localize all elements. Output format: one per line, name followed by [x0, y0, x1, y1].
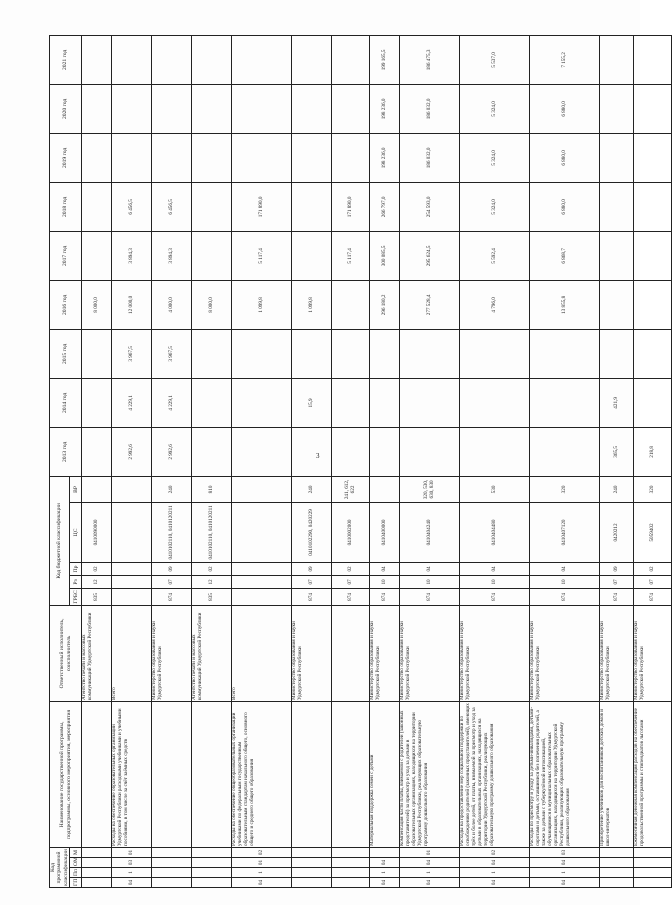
cell-year-value — [634, 84, 672, 133]
table-row — [152, 35, 192, 887]
cell-gp: 04 — [400, 878, 460, 888]
cell-year-value: 295 624,5 — [400, 231, 460, 280]
table-row — [112, 35, 152, 887]
cell-gp — [192, 878, 232, 888]
cell-gp — [82, 878, 112, 888]
cell-pr — [112, 562, 152, 575]
cell-year-value — [232, 84, 292, 133]
cell-rz: 07 — [292, 575, 332, 588]
cell-year-value — [400, 329, 460, 378]
cell-year-value: 198 236,0 — [370, 133, 400, 182]
table-row — [370, 35, 400, 887]
cell-pp — [292, 868, 332, 878]
cell-grbs — [112, 588, 152, 605]
cell-pr: 04 — [400, 562, 460, 575]
cell-pp: 1 — [460, 868, 530, 878]
cell-year-value — [82, 182, 112, 231]
cell-year-value: 296 180,2 — [370, 280, 400, 329]
cell-grbs: 874 — [634, 588, 672, 605]
cell-year-value: 365,5 — [600, 427, 634, 476]
cell-year-value — [82, 231, 112, 280]
cell-year-value — [634, 133, 672, 182]
cell-om: 04 — [530, 858, 600, 868]
cell-executor: Всего — [112, 605, 152, 701]
cell-vr: 810 — [192, 476, 232, 502]
cell-om — [192, 858, 232, 868]
cell-cs: 0410400000 — [370, 502, 400, 562]
cell-vr — [370, 476, 400, 502]
cell-pp — [82, 868, 112, 878]
cell-name: Расходы по присмотру и уходу за детьми-инвалидами, детьми-сиротами и детьми, оставшимися без попечения родителей, а также за детьми с туберкулёзной интоксикацией, обучающимися в муниципальных образовательных организациях, находящихся на территории Удмуртской Республики, реализующих образовательную программу дошкольного образования — [530, 701, 600, 847]
cell-pp — [152, 868, 192, 878]
header-year: 2017 год — [50, 231, 82, 280]
cell-year-value — [400, 427, 460, 476]
cell-gp — [634, 878, 672, 888]
cell-year-value — [112, 35, 152, 84]
cell-pr: 02 — [82, 562, 112, 575]
cell-year-value — [332, 427, 370, 476]
cell-year-value: 6 868,7 — [530, 231, 600, 280]
cell-grbs: 874 — [370, 588, 400, 605]
cell-year-value — [600, 231, 634, 280]
header-year: 2013 год — [50, 427, 82, 476]
cell-year-value — [460, 427, 530, 476]
cell-year-value — [400, 378, 460, 427]
cell-year-value: 4 229,1 — [152, 378, 192, 427]
cell-rz: 10 — [370, 575, 400, 588]
cell-pr: 09 — [152, 562, 192, 575]
cell-year-value: 266 797,0 — [370, 182, 400, 231]
cell-om — [152, 858, 192, 868]
cell-year-value: 5 537,0 — [460, 35, 530, 84]
cell-executor: Министерство образования и науки Удмуртской Республики — [292, 605, 332, 701]
cell-executor — [332, 605, 370, 701]
header-executor: Ответственный исполнитель, соисполнитель — [50, 605, 82, 701]
cell-year-value — [292, 427, 332, 476]
cell-year-value — [232, 329, 292, 378]
cell-year-value: 171 890,0 — [332, 182, 370, 231]
cell-year-value — [82, 133, 112, 182]
cell-rz: 07 — [600, 575, 634, 588]
cell-year-value — [232, 378, 292, 427]
cell-pr: 02 — [634, 562, 672, 575]
cell-rz: 07 — [332, 575, 370, 588]
cell-year-value — [112, 84, 152, 133]
cell-cs: 0410002000 — [332, 502, 370, 562]
cell-name — [82, 701, 112, 847]
cell-vr: 240 — [600, 476, 634, 502]
cell-year-value — [332, 280, 370, 329]
cell-year-value — [192, 329, 232, 378]
cell-rz: 07 — [152, 575, 192, 588]
cell-rz: 12 — [82, 575, 112, 588]
cell-year-value: 277 528,4 — [400, 280, 460, 329]
cell-executor: Министерство образования и науки Удмуртской Республики — [152, 605, 192, 701]
cell-rz: 10 — [400, 575, 460, 588]
cell-year-value: 6 456,5 — [112, 182, 152, 231]
cell-grbs: 874 — [292, 588, 332, 605]
cell-year-value: 1 099,8 — [292, 280, 332, 329]
cell-year-value — [292, 329, 332, 378]
cell-year-value — [152, 133, 192, 182]
cell-year-value — [370, 378, 400, 427]
cell-vr: 240 — [292, 476, 332, 502]
cell-year-value — [152, 84, 192, 133]
cell-year-value — [112, 133, 152, 182]
cell-gp: 04 — [530, 878, 600, 888]
cell-om: 03 — [112, 858, 152, 868]
table-row — [232, 35, 292, 887]
cell-gp — [152, 878, 192, 888]
cell-pp — [332, 868, 370, 878]
cell-year-value — [332, 378, 370, 427]
cell-executor: Министерство образования и науки Удмуртской Республики — [530, 605, 600, 701]
cell-cs: 0410407120 — [530, 502, 600, 562]
cell-name — [192, 701, 232, 847]
cell-om: 01 — [232, 858, 292, 868]
header-grbs: ГРБС — [70, 588, 82, 605]
cell-year-value: 5 324,0 — [460, 84, 530, 133]
cell-m — [192, 847, 232, 857]
cell-pp: 1 — [370, 868, 400, 878]
table-row — [292, 35, 332, 887]
cell-year-value: 3 967,5 — [152, 329, 192, 378]
cell-m — [152, 847, 192, 857]
cell-year-value — [192, 35, 232, 84]
cell-year-value: 6 880,0 — [530, 84, 600, 133]
cell-m: 03 — [530, 847, 600, 857]
cell-year-value — [530, 329, 600, 378]
cell-year-value — [530, 427, 600, 476]
cell-name: Материальная поддержка семей с детьми — [370, 701, 400, 847]
cell-pr: 04 — [530, 562, 600, 575]
cell-grbs: 835 — [82, 588, 112, 605]
cell-executor: Министерство образования и науки Удмуртской Республики — [370, 605, 400, 701]
cell-year-value — [292, 133, 332, 182]
cell-executor: Агентство печати и массовых коммуникаций Удмуртской Республики — [192, 605, 232, 701]
cell-grbs: 874 — [152, 588, 192, 605]
cell-gp: 04 — [232, 878, 292, 888]
cell-rz: 10 — [530, 575, 600, 588]
cell-grbs: 874 — [400, 588, 460, 605]
cell-year-value: 8 000,0 — [192, 280, 232, 329]
cell-executor: Всего — [232, 605, 292, 701]
cell-year-value: 6 880,0 — [530, 133, 600, 182]
cell-pr: 02 — [192, 562, 232, 575]
cell-year-value: 5 117,4 — [232, 231, 292, 280]
cell-cs: 0410102110, 0410120211 — [152, 502, 192, 562]
cell-year-value — [192, 182, 232, 231]
cell-year-value — [82, 329, 112, 378]
table-row — [634, 35, 672, 887]
cell-year-value: 3 894,3 — [112, 231, 152, 280]
cell-year-value: 4 229,1 — [112, 378, 152, 427]
header-year: 2015 год — [50, 329, 82, 378]
cell-year-value: 3 967,5 — [112, 329, 152, 378]
cell-year-value — [600, 133, 634, 182]
cell-year-value — [82, 84, 112, 133]
cell-m — [82, 847, 112, 857]
cell-year-value — [332, 84, 370, 133]
cell-year-value — [192, 427, 232, 476]
cell-year-value: 2 992,6 — [112, 427, 152, 476]
cell-year-value: 1 099,8 — [232, 280, 292, 329]
cell-pp — [634, 868, 672, 878]
cell-grbs: 874 — [460, 588, 530, 605]
header-year: 2018 год — [50, 182, 82, 231]
cell-pr: 02 — [332, 562, 370, 575]
header-year: 2016 год — [50, 280, 82, 329]
cell-pr: 04 — [370, 562, 400, 575]
cell-year-value: 8 000,0 — [82, 280, 112, 329]
table-row — [192, 35, 232, 887]
cell-cs: 0410102110, 0410120211 — [192, 502, 232, 562]
cell-year-value — [192, 133, 232, 182]
cell-m: 01 — [112, 847, 152, 857]
cell-grbs — [232, 588, 292, 605]
cell-year-value — [634, 280, 672, 329]
table-row — [332, 35, 370, 887]
cell-cs: 0410090000 — [82, 502, 112, 562]
cell-year-value — [232, 35, 292, 84]
cell-year-value — [192, 231, 232, 280]
header-cs: ЦС — [70, 502, 82, 562]
cell-pp: 1 — [530, 868, 600, 878]
cell-m — [332, 847, 370, 857]
cell-year-value — [460, 329, 530, 378]
header-program-code: Код программной классификации — [50, 849, 69, 886]
cell-gp: 04 — [112, 878, 152, 888]
cell-year-value: 198 236,0 — [370, 84, 400, 133]
cell-year-value: 6 880,0 — [530, 182, 600, 231]
cell-cs: 0420212 — [600, 502, 634, 562]
cell-rz — [112, 575, 152, 588]
header-name: Наименование государственной программы, подпрограммы, основного мероприятия, мероприятия — [50, 701, 82, 847]
cell-m — [292, 847, 332, 857]
cell-year-value — [82, 427, 112, 476]
cell-year-value — [232, 133, 292, 182]
header-year: 2014 год — [50, 378, 82, 427]
cell-pr: 09 — [600, 562, 634, 575]
cell-year-value — [460, 378, 530, 427]
header-rz: Рз — [70, 575, 82, 588]
cell-year-value — [600, 84, 634, 133]
cell-om — [292, 858, 332, 868]
cell-year-value — [332, 329, 370, 378]
header-year: 2019 год — [50, 133, 82, 182]
cell-name: Расходы на предоставление мер социальной поддержки по освобождению родителей (законных представителей), имеющих трёх и более детей, от платы, взимаемой за присмотр и уход за детьми в образовательных организациях, находящихся на территории Удмуртской Республики, реализующих образовательную программу дошкольного образования — [460, 701, 530, 847]
cell-vr: 241, 612, 622 — [332, 476, 370, 502]
cell-name: Приобретение учебников для воспитанников детских домов и школ-интернатов — [600, 701, 634, 847]
cell-pr: 09 — [292, 562, 332, 575]
cell-year-value: 13 855,8 — [530, 280, 600, 329]
cell-vr: 320 — [634, 476, 672, 502]
cell-cs — [232, 502, 292, 562]
cell-year-value — [600, 329, 634, 378]
cell-cs: 0410404240 — [400, 502, 460, 562]
cell-year-value — [292, 84, 332, 133]
cell-year-value — [634, 35, 672, 84]
cell-om: 04 — [370, 858, 400, 868]
cell-pp: 1 — [232, 868, 292, 878]
cell-cs: 0410404480 — [460, 502, 530, 562]
cell-year-value — [332, 35, 370, 84]
cell-m: 02 — [460, 847, 530, 857]
cell-year-value: 171 890,0 — [232, 182, 292, 231]
table-row — [82, 35, 112, 887]
cell-m: 01 — [400, 847, 460, 857]
cell-year-value: 7 155,2 — [530, 35, 600, 84]
header-gp: ГП — [70, 878, 82, 888]
cell-om: 04 — [460, 858, 530, 868]
header-year: 2020 год — [50, 84, 82, 133]
cell-gp: 04 — [370, 878, 400, 888]
table-row — [530, 35, 600, 887]
cell-year-value — [634, 329, 672, 378]
cell-year-value — [292, 231, 332, 280]
cell-executor: Министерство образования и науки Удмуртской Республики — [600, 605, 634, 701]
cell-year-value: 4 000,0 — [152, 280, 192, 329]
table-row — [460, 35, 530, 887]
cell-executor: Агентство печати и массовых коммуникаций Удмуртской Республики — [82, 605, 112, 701]
cell-year-value: 12 000,0 — [112, 280, 152, 329]
cell-year-value — [82, 35, 112, 84]
cell-vr — [82, 476, 112, 502]
cell-name — [152, 701, 192, 847]
cell-year-value — [370, 329, 400, 378]
header-budget-code: Код бюджетной классификации — [50, 476, 70, 605]
cell-year-value — [600, 280, 634, 329]
cell-year-value — [232, 427, 292, 476]
table-row — [600, 35, 634, 887]
cell-gp — [332, 878, 370, 888]
page-number: 3 — [316, 452, 320, 460]
cell-pr: 04 — [460, 562, 530, 575]
header-vr: ВР — [70, 476, 82, 502]
cell-vr: 530 — [460, 476, 530, 502]
cell-cs: 0410102290, 0420229 — [292, 502, 332, 562]
cell-year-value: 2 992,6 — [152, 427, 192, 476]
cell-year-value: 6 456,5 — [152, 182, 192, 231]
cell-vr — [112, 476, 152, 502]
cell-vr — [232, 476, 292, 502]
cell-year-value: 15,9 — [292, 378, 332, 427]
table-body — [82, 35, 672, 887]
cell-year-value — [292, 35, 332, 84]
cell-m — [600, 847, 634, 857]
header-pr: Пр — [70, 562, 82, 575]
cell-name: Компенсация части платы, взимаемой с родителей (законных представителей) за присмотр и уход за детьми в образовательных организациях, находящихся на территории Удмуртской Республики, реализующих образовательную программу дошкольного образования — [400, 701, 460, 847]
cell-vr: 240 — [152, 476, 192, 502]
cell-rz: 12 — [192, 575, 232, 588]
cell-om — [634, 858, 672, 868]
cell-gp — [600, 878, 634, 888]
cell-pp: 1 — [112, 868, 152, 878]
cell-year-value: 199 165,5 — [370, 35, 400, 84]
cell-vr: 320 — [530, 476, 600, 502]
cell-year-value — [82, 378, 112, 427]
header-m: М — [70, 847, 82, 857]
header-pp: Пп — [70, 868, 82, 878]
cell-pp — [192, 868, 232, 878]
cell-name: Расходы на обеспечение образовательных организаций Удмуртской Республики расходными учебниками и учебными пособиями, в том числе за счёт заёмных средств — [112, 701, 152, 847]
cell-name — [292, 701, 332, 847]
cell-pp: 1 — [400, 868, 460, 878]
table-row — [400, 35, 460, 887]
rotated-table-wrapper — [49, 36, 655, 888]
cell-year-value — [634, 231, 672, 280]
cell-grbs: 874 — [600, 588, 634, 605]
cell-rz: 10 — [460, 575, 530, 588]
budget-table — [49, 35, 672, 888]
cell-executor: Министерство образования и науки Удмуртской Республики — [460, 605, 530, 701]
cell-om: 04 — [400, 858, 460, 868]
cell-year-value — [530, 378, 600, 427]
cell-name — [332, 701, 370, 847]
cell-m — [370, 847, 400, 857]
cell-year-value — [634, 378, 672, 427]
cell-year-value — [152, 35, 192, 84]
cell-cs — [112, 502, 152, 562]
cell-cs: 5059402 — [634, 502, 672, 562]
cell-pp — [600, 868, 634, 878]
cell-year-value — [370, 427, 400, 476]
cell-year-value: 300 085,5 — [370, 231, 400, 280]
cell-year-value: 186 032,0 — [400, 133, 460, 182]
cell-grbs: 835 — [192, 588, 232, 605]
cell-year-value — [292, 182, 332, 231]
cell-year-value: 5 592,4 — [460, 231, 530, 280]
cell-om — [332, 858, 370, 868]
header-om: ОМ — [70, 858, 82, 868]
cell-executor: Министерство образования и науки Удмуртской Республики — [400, 605, 460, 701]
cell-name: Расходы на обеспечение общеобразовательных организаций учебниками по федеральным государственным образовательным стандартам начального общего, основного общего и среднего общего образования — [232, 701, 292, 847]
cell-year-value — [192, 378, 232, 427]
cell-year-value: 5 324,0 — [460, 133, 530, 182]
cell-year-value — [332, 133, 370, 182]
cell-year-value — [600, 35, 634, 84]
cell-rz: 07 — [634, 575, 672, 588]
cell-name: Ежемесячная денежная компенсация расходов на обеспечение продовольственной программы и стипендиатов льготами — [634, 701, 672, 847]
cell-year-value: 254 593,0 — [400, 182, 460, 231]
cell-year-value: 5 117,4 — [332, 231, 370, 280]
header-year: 2021 год — [50, 35, 82, 84]
cell-year-value: 186 475,3 — [400, 35, 460, 84]
cell-pr — [232, 562, 292, 575]
cell-year-value — [634, 182, 672, 231]
cell-vr: 320, 530, 630, 830 — [400, 476, 460, 502]
cell-year-value: 5 324,0 — [460, 182, 530, 231]
cell-executor: Министерство образования и науки Удмуртской Республики — [634, 605, 672, 701]
cell-year-value — [600, 182, 634, 231]
cell-year-value: 186 032,0 — [400, 84, 460, 133]
cell-rz — [232, 575, 292, 588]
cell-m — [634, 847, 672, 857]
cell-gp: 04 — [460, 878, 530, 888]
cell-om — [82, 858, 112, 868]
cell-m: 02 — [232, 847, 292, 857]
cell-om — [600, 858, 634, 868]
cell-year-value — [192, 84, 232, 133]
cell-year-value: 3 894,3 — [152, 231, 192, 280]
cell-gp — [292, 878, 332, 888]
cell-year-value: 218,8 — [634, 427, 672, 476]
cell-year-value: 421,9 — [600, 378, 634, 427]
cell-year-value: 4 796,0 — [460, 280, 530, 329]
cell-grbs: 874 — [530, 588, 600, 605]
cell-grbs: 874 — [332, 588, 370, 605]
